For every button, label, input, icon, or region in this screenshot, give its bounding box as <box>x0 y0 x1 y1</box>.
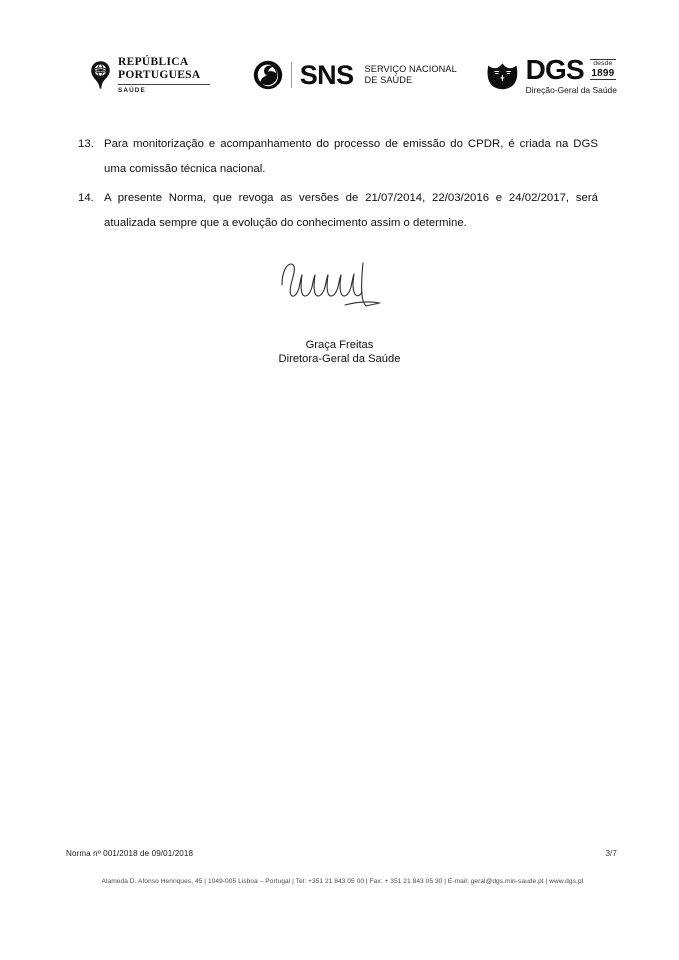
republica-line-2: PORTUGUESA <box>118 68 201 81</box>
armillary-sphere-icon <box>90 60 111 90</box>
footer-address: Alameda D. Afonso Henriques, 45 | 1049-005 Lisboa – Portugal | Tel: +351 21 843 05 00 | Fax: + 351 21 843 05 30 | E-mail: geral@dgs.min-saude.pt | www.dgs.pt <box>101 878 584 885</box>
list-item-text: Para monitorização e acompanhamento do processo de emissão do CPDR, é criada na DGS uma comissão técnica nacional. <box>104 138 598 175</box>
list-item-number: 13. <box>78 138 94 150</box>
page-number: 3/7 <box>605 849 617 858</box>
dgs-wordmark-row <box>525 53 617 85</box>
document-body <box>78 132 598 240</box>
footer-document-reference: Norma nº 001/2018 de 09/01/2018 <box>66 849 194 858</box>
signature-role: Diretora-Geral da Saúde <box>278 353 401 365</box>
signature-name: Graça Freitas <box>305 339 374 351</box>
signature-block <box>0 255 679 366</box>
dgs-subtitle: Direção-Geral da Saúde <box>525 84 617 95</box>
republica-subtitle: SAÚDE <box>118 86 146 94</box>
dgs-shield-icon <box>486 61 519 90</box>
dgs-wordmark: DGS <box>525 53 584 85</box>
dgs-text <box>525 53 617 95</box>
footer-line <box>66 849 617 858</box>
dgs-since-year: 1899 <box>591 67 615 79</box>
sns-tagline-line-1: SERVIÇO NACIONAL <box>364 64 457 75</box>
sns-divider <box>291 62 292 88</box>
header-logo-bar <box>90 48 617 102</box>
dgs-since-label: desde <box>593 59 613 67</box>
list-item-text: A presente Norma, que revoga as versões de 21/07/2014, 22/03/2016 e 24/02/2017, será atualizada sempre que a evolução do conhecimento assim o determine. <box>104 192 598 229</box>
sns-circle-icon <box>253 60 283 90</box>
republica-line-1: REPÚBLICA <box>118 56 189 69</box>
sns-tagline-line-2: DE SAÚDE <box>364 75 413 85</box>
republica-portuguesa-text <box>118 56 210 93</box>
handwritten-signature-icon <box>0 255 679 318</box>
sns-wordmark: SNS <box>299 59 354 90</box>
list-item <box>78 186 598 236</box>
dgs-since-block <box>590 56 616 80</box>
republica-portuguesa-logo <box>90 56 210 93</box>
sns-logo <box>253 60 457 90</box>
list-item-number: 14. <box>78 192 94 204</box>
republica-divider-rule <box>118 84 210 85</box>
sns-tagline <box>364 64 456 85</box>
dgs-logo <box>486 53 617 95</box>
dgs-since-rule-bottom <box>590 79 616 80</box>
list-item <box>78 132 598 182</box>
